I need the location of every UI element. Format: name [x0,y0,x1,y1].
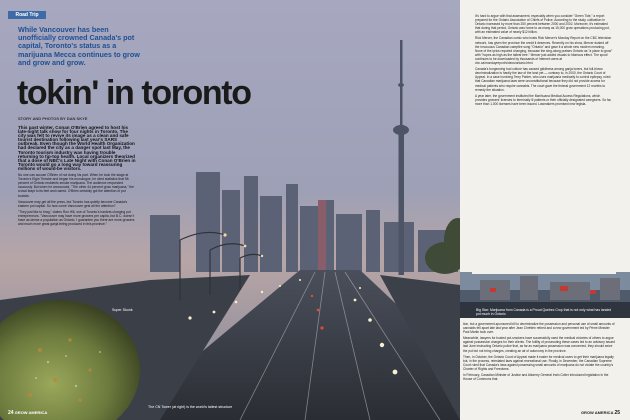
body-paragraph: In February, Canadian Minister of Justice and Attorney General Irwin Cotler introduced legislation in the House of Commons that [463,373,609,382]
folio-left [8,410,47,416]
body-paragraph: Vancouver may get all the press, but Toronto has quietly become Canada's eastern pot capital. So how come Vancouver gets all the attention? [18,199,128,208]
photo-caption-weed: Super Skunk [112,308,133,312]
byline: STORY AND PHOTOS BY DAN SKYE [18,116,88,121]
body-text-left [18,126,136,228]
body-paragraph: It's hard to argue with that assessment, especially when you consider "Green Tide," a report prepared for the Ontario Association of Chiefs of Police. According to the study, cultivation in Ontario increased by more than 250 percent between 2000 and 2002. Moreover, it's estimated that during that period, Ontario was home to as many as 15,000 grow operations producing pot, with an estimated value of nearly $12 billion. [475,14,610,35]
body-paragraph: No one can accuse O'Brien of not doing his part. When he took the stage at Toronto's Elgin Theatre and began his monologue, he cited statistics that 56 percent of Ontario residents smoke marijuana. The audience responded raucously. But when he announced, "The other 44 percent grow marijuana," the crowd leapt to its feet and roared. O'Brien certainly got the attention of pot tourists. [18,173,134,198]
folio-right [581,410,620,416]
section-label: Road Trip [8,11,46,19]
magazine-name: GROW AMERICA [14,410,48,415]
photo-caption-tower: The CN Tower (at right) is the world's tallest structure [148,405,233,409]
deck: While Vancouver has been unofficially crowned Canada's pot capital, Toronto's status as a marijuana Mecca continues to grow and grow and grow. [18,25,140,67]
body-paragraph: Canada's burgeoning bud culture has caused giddiness among ganja lovers, but full-blown decriminalization is hardly the law of the land yet — contrary to, in 2000, the Ontario Court of Appeal. In a case involving Terry Parker, who uses marijuana medically to control epilepsy, ruled that Canadian marijuana laws were unconstitutional because they did not provide access for medical patients who require cannabis. The court gave the federal government 12 months to remedy the situation. [475,67,611,92]
body-paragraph: A year later, the government instituted the Marihuana Medical Access Regulations, which provides growers' licenses to terminally ill patients or their officially designated caregivers. So far, more than 1,000 licenses have been issued. Lawmakers promised new legisla- [475,93,612,106]
body-paragraph: tion, but a government-sponsored bill to decriminalize the possession and personal use of small amounts of cannabis fell apart late last year after Jean Chrétien retired and a new government led by Prime Minister Paul Martin took over. [463,322,615,335]
body-paragraph: "They just like to brag," claims Ron Hill, one of Toronto's hardest-charging pot entrepreneurs. "Vancouver may have more growers per capita, but B.C. doesn't have as dense a population as Ontario. I guarantee you there are more growers and much more great ganja being produced in this province." [18,209,135,227]
body-text-right-bottom [460,320,618,412]
magazine-name: GROW AMERICA [580,410,614,415]
page-number: 24 [8,410,14,416]
body-text-right [472,12,616,274]
inset-photo-caption: Big Star: Marijuana from Canada is a Proud Quebec Crop that is not only what has landed pot much in Ontario [476,308,612,316]
body-paragraph: This past winter, Conan O'Brien agreed to host his late-night talk show for four nights in Toronto. The city was felt to revive its image as a clean and safe tourist destination following last year's SARS outbreak. Even though the World Health Organization had declared the city as a danger spot last May, the Toronto tourism industry was having trouble returning to tip-top health. Local organizers theorized that a dose of NBC's Late Night with Conan O'Brien in Toronto would go a long way toward reassuring millions of would-be visitors. [18,125,136,171]
page-number: 25 [614,410,620,416]
headline: tokin' in toronto [17,74,251,112]
body-paragraph: Then, in October, the Ontario Court of Appeal made it easier for medical users to get their marijuana legally but, in the process, reinstated laws against recreational use. Finally, in December, the Canadian Supreme Court ruled that Canada's laws against possessing small amounts of marijuana do not violate the country's Charter of Rights and Freedoms. [463,354,614,371]
body-paragraph: Meanwhile, lawyers for busted pot-smokers have successfully used the medical victories of others to argue against possession charges for their clients. The futility of prosecuting these cases led to an advisory issued last June instructing Ontario police that, as far as marijuana possession was concerned, they should seize the pot but not bring charges, creating an air of autonomy in the province. [463,336,615,353]
body-paragraph: Rick Mercer, the Canadian comic who hosts Rick Mercer's Monday Report on the CBC television network, has given the province the credit it deserves. Recently on his show, Mercer dusted off the innocuous Canadian campfire song "Ontario" and gave it a whole new modern meaning. None of the lyrics required changing, because the sing-along praises Ontario as "a place to grow" with "hopes as high as the tallest tree." Mercer just added visuals to hilarious effect. The spoof continues to be downloaded by thousands of Internet users at cbc.ca/mondayreport/videos/ontario.html. [475,36,613,66]
